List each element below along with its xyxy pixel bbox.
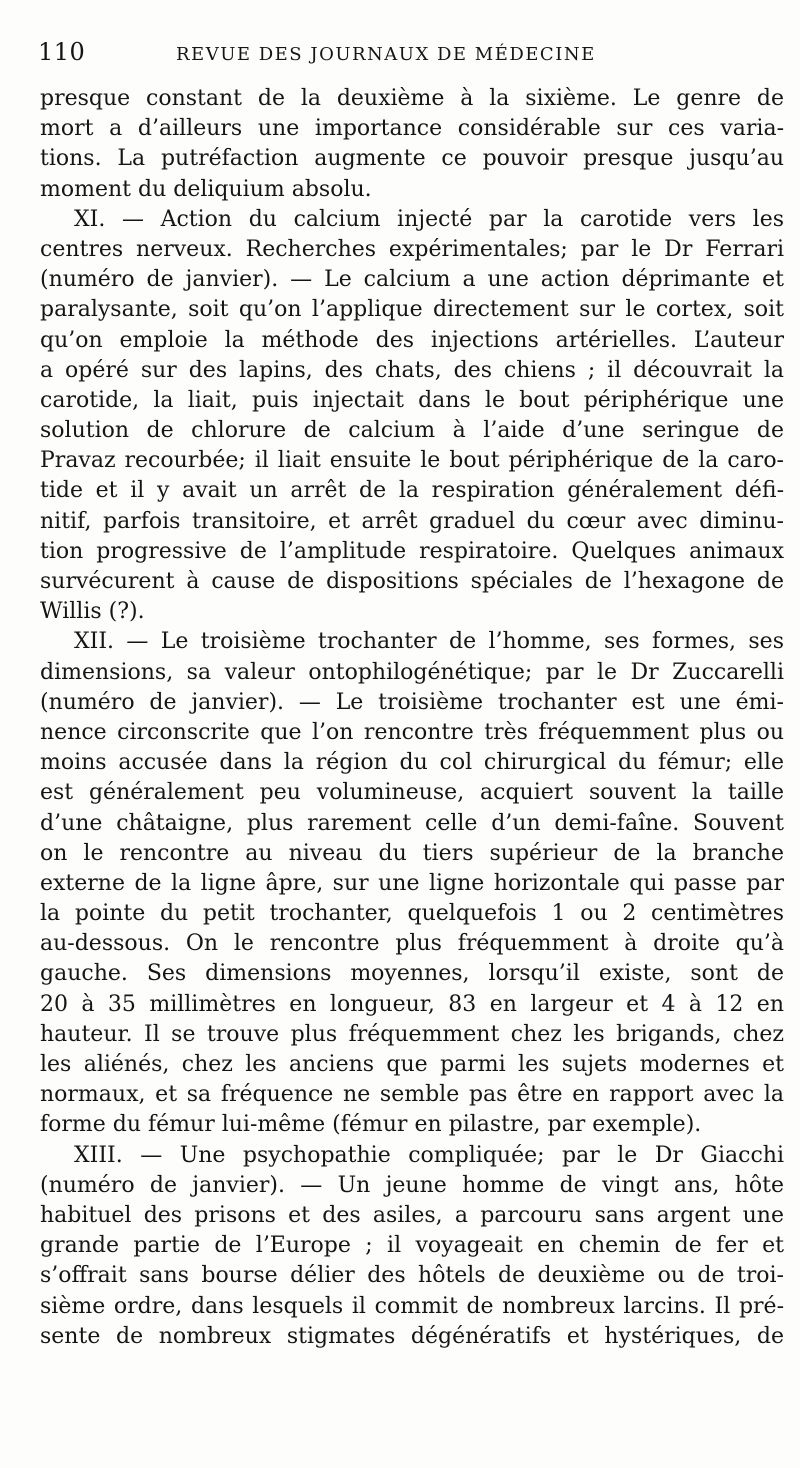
text-line: mort a d’ailleurs une importance considérable sur ces varia- xyxy=(40,116,784,142)
text-line: sième ordre, dans lesquels il commit de nombreux larcins. Il pré- xyxy=(40,1293,784,1319)
text-line: centres nerveux. Recherches expérimentales; par le Dr Ferrari xyxy=(40,236,784,262)
text-line: (numéro de janvier). — Le calcium a une action déprimante et xyxy=(40,267,784,293)
text-line: moins accusée dans la région du col chirurgical du fémur; elle xyxy=(40,750,784,776)
text-line: hauteur. Il se trouve plus fréquemment chez les brigands, chez xyxy=(40,1021,784,1047)
text-line: carotide, la liait, puis injectait dans le bout périphérique une xyxy=(40,387,784,413)
text-line: (numéro de janvier). — Le troisième trochanter est une émi- xyxy=(40,689,784,715)
text-line: nitif, parfois transitoire, et arrêt graduel du cœur avec diminu- xyxy=(40,508,784,534)
body-text xyxy=(40,84,784,1352)
text-line: habituel des prisons et des asiles, a parcouru sans argent une xyxy=(40,1202,784,1228)
text-line: solution de chlorure de calcium à l’aide d’une seringue de xyxy=(40,418,784,444)
text-line: nence circonscrite que l’on rencontre très fréquemment plus ou xyxy=(40,719,784,745)
text-line: a opéré sur des lapins, des chats, des chiens ; il découvrait la xyxy=(40,357,784,383)
text-line: dimensions, sa valeur ontophilogénétique; par le Dr Zuccarelli xyxy=(40,659,784,685)
section-xii-heading-line: XII. — Le troisième trochanter de l’homme, ses formes, ses xyxy=(74,629,784,655)
text-line: d’une châtaigne, plus rarement celle d’un demi-faîne. Souvent xyxy=(40,810,784,836)
text-line: tion progressive de l’amplitude respiratoire. Quelques animaux xyxy=(40,538,784,564)
section-xiii-heading-line: XIII. — Une psychopathie compliquée; par le Dr Giacchi xyxy=(74,1142,784,1168)
text-line: Willis (?). xyxy=(40,599,145,625)
page-number: 110 xyxy=(38,38,86,66)
running-head: REVUE DES JOURNAUX DE MÉDECINE xyxy=(176,44,596,65)
text-line: (numéro de janvier). — Un jeune homme de vingt ans, hôte xyxy=(40,1172,784,1198)
text-line: forme du fémur lui-même (fémur en pilastre, par exemple). xyxy=(40,1112,702,1138)
text-line: grande partie de l’Europe ; il voyageait en chemin de fer et xyxy=(40,1233,784,1259)
text-line: la pointe du petit trochanter, quelquefois 1 ou 2 centimètres xyxy=(40,901,784,927)
text-line: Pravaz recourbée; il liait ensuite le bout périphérique de la caro- xyxy=(40,448,784,474)
text-line: au-dessous. On le rencontre plus fréquemment à droite qu’à xyxy=(40,931,784,957)
text-line: on le rencontre au niveau du tiers supérieur de la branche xyxy=(40,840,784,866)
text-line: tide et il y avait un arrêt de la respiration généralement défi- xyxy=(40,478,784,504)
text-line: qu’on emploie la méthode des injections artérielles. L’auteur xyxy=(40,327,784,353)
page-header xyxy=(38,38,772,70)
text-line: tions. La putréfaction augmente ce pouvoir presque jusqu’au xyxy=(40,146,784,172)
text-line: normaux, et sa fréquence ne semble pas être en rapport avec la xyxy=(40,1082,784,1108)
text-line: s’offrait sans bourse délier des hôtels de deuxième ou de troi- xyxy=(40,1263,784,1289)
section-xi-heading-line: XI. — Action du calcium injecté par la carotide vers les xyxy=(74,206,784,232)
text-line: gauche. Ses dimensions moyennes, lorsqu’il existe, sont de xyxy=(40,961,784,987)
text-line: moment du deliquium absolu. xyxy=(40,176,372,202)
text-line: 20 à 35 millimètres en longueur, 83 en largeur et 4 à 12 en xyxy=(40,991,784,1017)
text-line: survécurent à cause de dispositions spéciales de l’hexagone de xyxy=(40,569,784,594)
text-line: externe de la ligne âpre, sur une ligne horizontale qui passe par xyxy=(40,870,784,896)
text-line: sente de nombreux stigmates dégénératifs et hystériques, de xyxy=(40,1323,784,1349)
text-line: presque constant de la deuxième à la sixième. Le genre de xyxy=(40,86,784,111)
text-line: est généralement peu volumineuse, acquiert souvent la taille xyxy=(40,780,784,806)
text-line: les aliénés, chez les anciens que parmi les sujets modernes et xyxy=(40,1052,784,1077)
text-line: paralysante, soit qu’on l’applique directement sur le cortex, soit xyxy=(40,297,784,323)
